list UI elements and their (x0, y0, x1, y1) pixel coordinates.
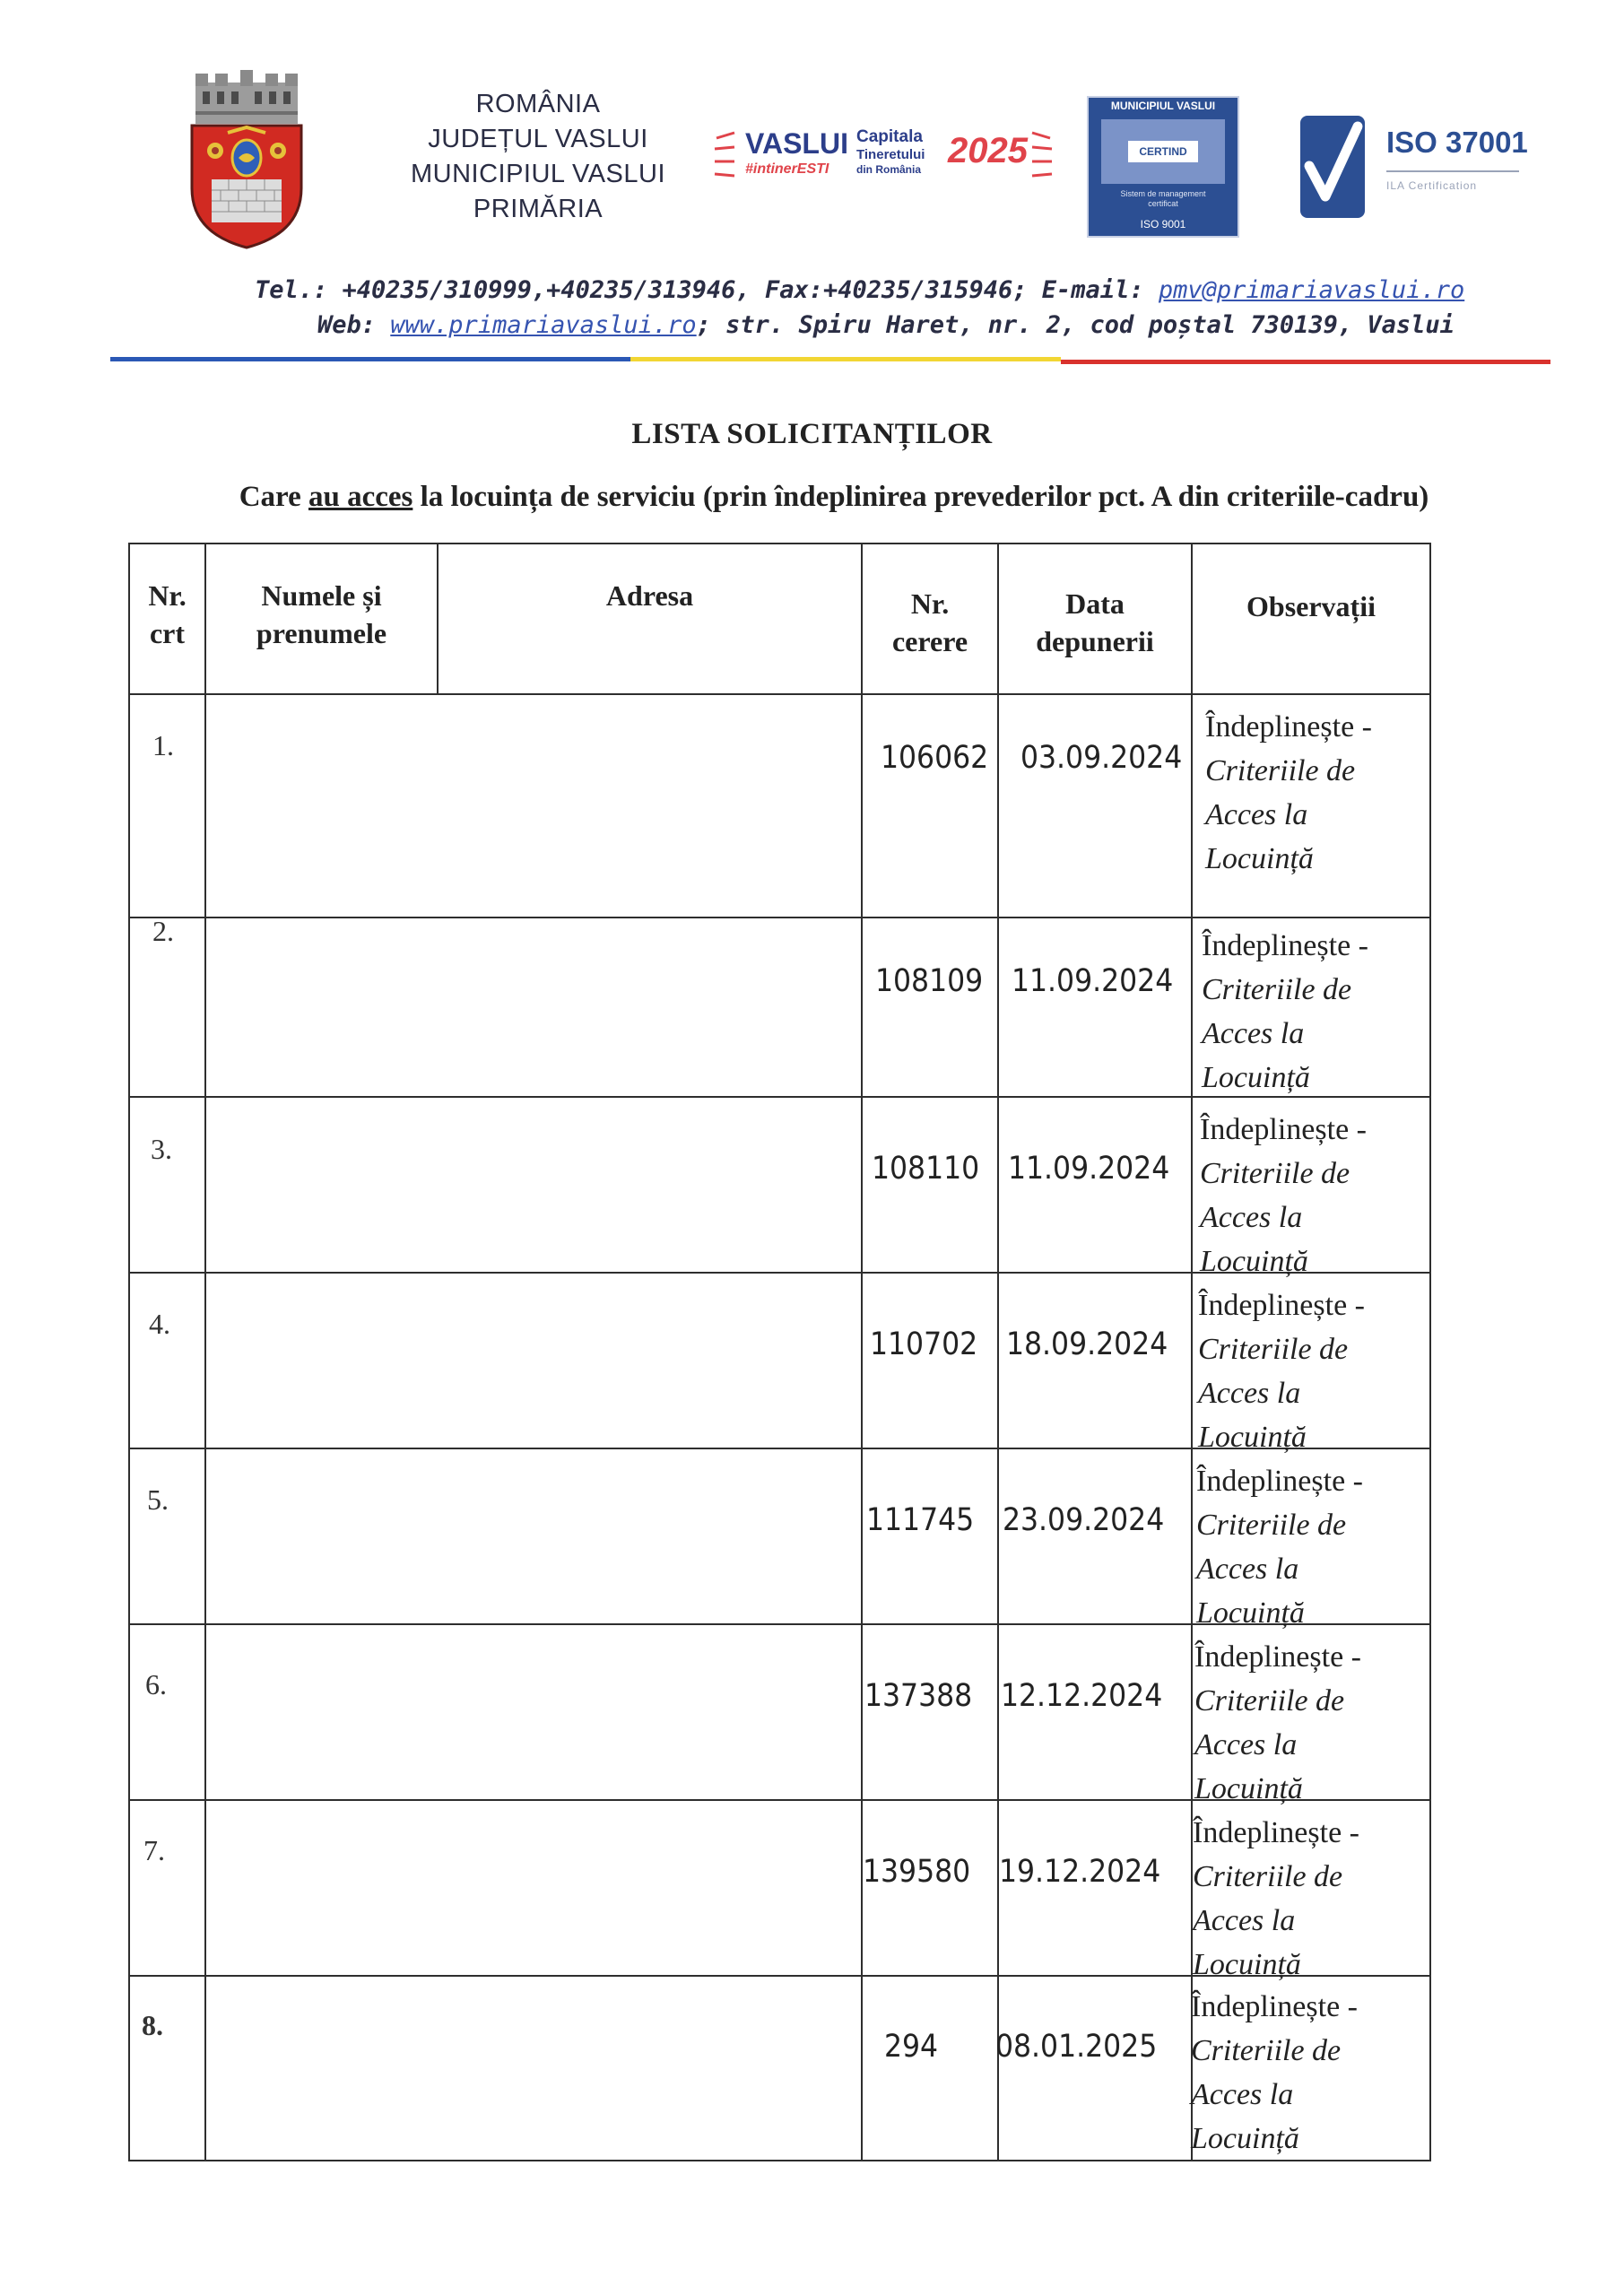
row-5-nr-cerere: 111745 (866, 1502, 975, 1538)
header-address (439, 577, 861, 614)
cert-badge-standard: ISO 9001 (1140, 218, 1186, 230)
header-name-line-1: Numele și (261, 579, 382, 612)
tricolor-red (1061, 360, 1550, 364)
header-name-line-2: prenumele (256, 617, 387, 649)
row-2-crt: 2. (152, 915, 174, 947)
header-nr-cerere (863, 585, 997, 660)
table-col-divider-name (437, 543, 439, 693)
badge-caption-3: din România (856, 163, 922, 176)
row-7-nr-cerere: 139580 (863, 1854, 971, 1890)
row-8-date: 08.01.2025 (995, 2029, 1158, 2065)
table-border-right (1429, 543, 1431, 2161)
contact-phones: Tel.: +40235/310999,+40235/313946, Fax:+40235/315946; E-mail: (255, 276, 1159, 304)
row-8-obs-line-4: Locuință (1191, 2122, 1299, 2155)
row-4-obs-line-3: Acces la (1198, 1377, 1301, 1410)
row-3-obs-line-2: Criteriile de (1200, 1157, 1350, 1190)
row-7-obs-line-1: Îndeplinește - (1193, 1816, 1359, 1849)
row-2-date: 11.09.2024 (1012, 963, 1174, 999)
header-observations-line-1: Observații (1246, 590, 1376, 622)
row-7-obs-line-4: Locuință (1193, 1948, 1301, 1981)
subtitle-underlined: au acces (308, 481, 413, 513)
row-4-crt: 4. (149, 1308, 170, 1340)
table-border-top (128, 543, 1431, 544)
contact-web-label: Web: (317, 311, 391, 339)
org-line-town-hall: PRIMĂRIA (473, 195, 604, 223)
row-2-obs-line-4: Locuință (1202, 1061, 1310, 1094)
header-date-line-2: depunerii (1036, 625, 1154, 657)
cert-badge-brand: CERTIND (1128, 141, 1198, 162)
row-3-observations (1200, 1108, 1367, 1283)
contact-line-web-address (317, 311, 1455, 339)
row-8-crt: 8. (142, 2009, 163, 2041)
row-8-obs-line-3: Acces la (1191, 2078, 1294, 2111)
document-title: LISTA SOLICITANȚILOR (631, 418, 993, 450)
row-1-obs-line-4: Locuință (1205, 842, 1314, 875)
table-row-divider (128, 917, 1431, 918)
youth-capital-badge (713, 126, 1054, 193)
subtitle-part-2: la locuința de serviciu (prin îndeplinirea prevederilor pct. A din criteriile-cadru) (413, 481, 1429, 513)
document-subtitle (170, 481, 1498, 514)
badge-city: VASLUI (745, 127, 848, 160)
row-7-obs-line-2: Criteriile de (1193, 1860, 1343, 1893)
header-address-line-1: Adresa (605, 579, 694, 612)
iso37001-divider (1386, 170, 1519, 172)
org-line-county: JUDEȚUL VASLUI (428, 125, 648, 153)
row-6-nr-cerere: 137388 (864, 1678, 973, 1714)
header-nr-crt-line-1: Nr. (148, 579, 187, 612)
row-1-obs-line-1: Îndeplinește - (1205, 710, 1372, 744)
row-6-obs-line-1: Îndeplinește - (1194, 1640, 1361, 1674)
iso37001-title: ISO 37001 (1386, 126, 1528, 159)
row-2-obs-line-3: Acces la (1202, 1017, 1305, 1050)
certind-iso9001-badge (1087, 96, 1239, 238)
tricolor-divider (110, 357, 1550, 364)
header-nr-crt (130, 577, 204, 652)
website-link[interactable]: www.primariavaslui.ro (390, 311, 697, 339)
row-6-obs-line-2: Criteriile de (1194, 1684, 1345, 1718)
org-line-country: ROMÂNIA (475, 90, 601, 118)
checkmark-shield-icon (1298, 114, 1367, 220)
row-8-obs-line-1: Îndeplinește - (1191, 1990, 1358, 2023)
row-6-observations (1194, 1635, 1361, 1811)
contact-line-phone-email (255, 276, 1464, 304)
cert-badge-system-line-2: certificat (1148, 199, 1178, 208)
row-5-date: 23.09.2024 (1003, 1502, 1165, 1538)
row-3-obs-line-1: Îndeplinește - (1200, 1113, 1367, 1146)
row-7-date: 19.12.2024 (999, 1854, 1161, 1890)
header-name (206, 577, 437, 652)
row-2-nr-cerere: 108109 (875, 963, 984, 999)
row-3-date: 11.09.2024 (1008, 1151, 1170, 1187)
row-2-obs-line-2: Criteriile de (1202, 973, 1352, 1006)
row-1-nr-cerere: 106062 (881, 740, 989, 776)
row-5-obs-line-3: Acces la (1196, 1552, 1299, 1586)
row-5-obs-line-4: Locuință (1196, 1596, 1305, 1630)
row-6-crt: 6. (145, 1668, 167, 1700)
cert-badge-system-line-1: Sistem de management (1120, 189, 1206, 198)
row-3-obs-line-4: Locuință (1200, 1245, 1308, 1278)
badge-hashtag: #intinerESTI (745, 161, 829, 177)
row-2-observations (1202, 924, 1368, 1100)
row-7-obs-line-3: Acces la (1193, 1904, 1296, 1937)
org-line-municipality: MUNICIPIUL VASLUI (410, 160, 666, 188)
row-2-obs-line-1: Îndeplinește - (1202, 929, 1368, 962)
row-5-crt: 5. (147, 1483, 169, 1516)
badge-dash-right-icon (1029, 129, 1054, 185)
table-col-divider-crt (204, 543, 206, 2161)
tricolor-yellow (630, 357, 1061, 361)
table-col-divider-nr (997, 543, 999, 2161)
table-header-bottom (128, 693, 1431, 695)
contact-address: ; str. Spiru Haret, nr. 2, cod poștal 730139, Vaslui (696, 311, 1455, 339)
badge-dash-left-icon (713, 129, 738, 185)
row-6-date: 12.12.2024 (1001, 1678, 1163, 1714)
header-date-line-1: Data (1065, 587, 1125, 620)
row-4-obs-line-4: Locuință (1198, 1421, 1307, 1454)
row-8-observations (1191, 1985, 1358, 2161)
row-3-crt: 3. (151, 1133, 172, 1165)
row-4-date: 18.09.2024 (1006, 1326, 1168, 1362)
row-3-obs-line-3: Acces la (1200, 1201, 1303, 1234)
cert-badge-title: MUNICIPIUL VASLUI (1110, 100, 1216, 112)
table-border-left (128, 543, 130, 2161)
badge-caption-2: Tineretului (856, 147, 925, 162)
header-observations (1193, 587, 1429, 625)
badge-year: 2025 (948, 131, 1028, 170)
row-5-obs-line-1: Îndeplinește - (1196, 1465, 1363, 1498)
row-1-crt: 1. (152, 729, 174, 761)
row-7-crt: 7. (143, 1834, 165, 1866)
cert-badge-system (1089, 189, 1238, 209)
row-5-observations (1196, 1459, 1363, 1635)
row-4-observations (1198, 1283, 1365, 1459)
row-4-obs-line-2: Criteriile de (1198, 1333, 1349, 1366)
row-8-nr-cerere: 294 (884, 2029, 939, 2065)
row-6-obs-line-4: Locuință (1194, 1772, 1303, 1805)
row-1-observations (1205, 705, 1372, 881)
table-col-divider-address (861, 543, 863, 2161)
vaslui-coat-of-arms-icon (188, 70, 305, 249)
header-nr-crt-line-2: crt (149, 617, 186, 649)
header-date (999, 585, 1191, 660)
row-5-obs-line-2: Criteriile de (1196, 1509, 1347, 1542)
subtitle-part-1: Care (239, 481, 308, 513)
row-4-nr-cerere: 110702 (870, 1326, 978, 1362)
header-nr-cerere-line-2: cerere (891, 625, 968, 657)
row-4-obs-line-1: Îndeplinește - (1198, 1289, 1365, 1322)
row-6-obs-line-3: Acces la (1194, 1728, 1298, 1761)
row-7-observations (1193, 1811, 1359, 1987)
tricolor-blue (110, 357, 630, 361)
row-1-obs-line-2: Criteriile de (1205, 754, 1356, 787)
iso37001-subtitle: ILA Certification (1386, 179, 1478, 192)
row-8-obs-line-2: Criteriile de (1191, 2034, 1342, 2067)
header-nr-cerere-line-1: Nr. (910, 587, 950, 620)
badge-caption-1: Capitala (856, 127, 923, 146)
row-1-date: 03.09.2024 (1020, 740, 1183, 776)
email-link[interactable]: pmv@primariavaslui.ro (1158, 276, 1465, 304)
row-3-nr-cerere: 108110 (872, 1151, 980, 1187)
row-1-obs-line-3: Acces la (1205, 798, 1308, 831)
cert-badge-graphic (1101, 119, 1225, 184)
